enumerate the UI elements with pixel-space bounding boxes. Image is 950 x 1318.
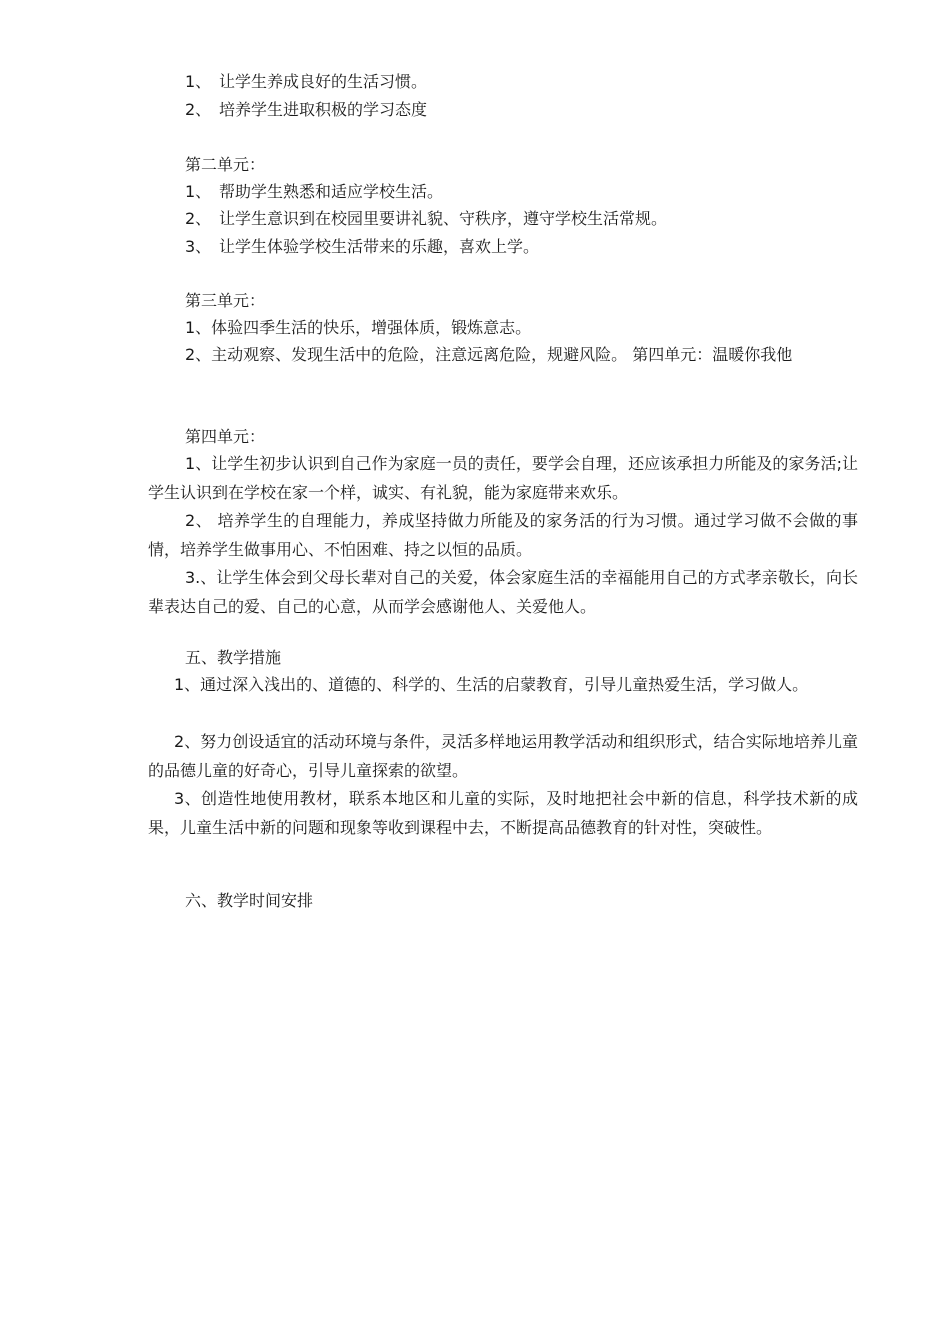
list-item: [185, 100, 427, 120]
list-text: 帮助学生熟悉和适应学校生活。: [219, 182, 444, 201]
unit4-item: 3.、让学生体会到父母长辈对自己的关爱，体会家庭生活的幸福能用自己的方式孝亲敬长，向长辈表达自己的爱、自己的心意，从而学会感谢他人、关爱他人。: [148, 568, 858, 616]
list-item: [185, 209, 667, 229]
list-item: [185, 72, 427, 92]
list-number: 3、: [185, 237, 212, 256]
list-item: [185, 182, 443, 202]
unit2-heading: 第二单元：: [185, 155, 266, 174]
unit3-heading: 第三单元：: [185, 291, 266, 310]
section5-item: 2、努力创设适宜的活动环境与条件，灵活多样地运用教学活动和组织形式，结合实际地培养儿童的品德儿童的好奇心，引导儿童探索的欲望。: [148, 732, 858, 780]
list-text: 让学生养成良好的生活习惯。: [219, 72, 428, 91]
section5-heading: 五、教学措施: [185, 648, 282, 667]
unit4-heading: 第四单元：: [185, 427, 266, 446]
unit3-item: 2、主动观察、发现生活中的危险，注意远离危险，规避风险。 第四单元：温暖你我他: [185, 345, 793, 364]
list-item: [185, 237, 539, 257]
list-text: 培养学生进取积极的学习态度: [219, 100, 428, 119]
section5-item: 3、创造性地使用教材，联系本地区和儿童的实际，及时地把社会中新的信息，科学技术新的成果，儿童生活中新的问题和现象等收到课程中去，不断提高品德教育的针对性，突破性。: [148, 789, 858, 837]
unit4-item: 2、 培养学生的自理能力，养成坚持做力所能及的家务活的行为习惯。通过学习做不会做的事情，培养学生做事用心、不怕困难、持之以恒的品质。: [148, 511, 858, 559]
list-text: 让学生意识到在校园里要讲礼貌、守秩序，遵守学校生活常规。: [219, 209, 668, 228]
list-text: 让学生体验学校生活带来的乐趣，喜欢上学。: [219, 237, 540, 256]
list-number: 1、: [185, 72, 212, 91]
unit4-item: 1、让学生初步认识到自己作为家庭一员的责任，要学会自理，还应该承担力所能及的家务活;让学生认识到在学校在家一个样，诚实、有礼貌，能为家庭带来欢乐。: [148, 454, 858, 502]
list-number: 1、: [185, 182, 212, 201]
section5-item: 1、通过深入浅出的、道德的、科学的、生活的启蒙教育，引导儿童热爱生活，学习做人。: [174, 675, 809, 694]
section6-heading: 六、教学时间安排: [185, 891, 314, 910]
unit3-item: 1、体验四季生活的快乐，增强体质，锻炼意志。: [185, 318, 532, 337]
list-number: 2、: [185, 100, 212, 119]
list-number: 2、: [185, 209, 212, 228]
